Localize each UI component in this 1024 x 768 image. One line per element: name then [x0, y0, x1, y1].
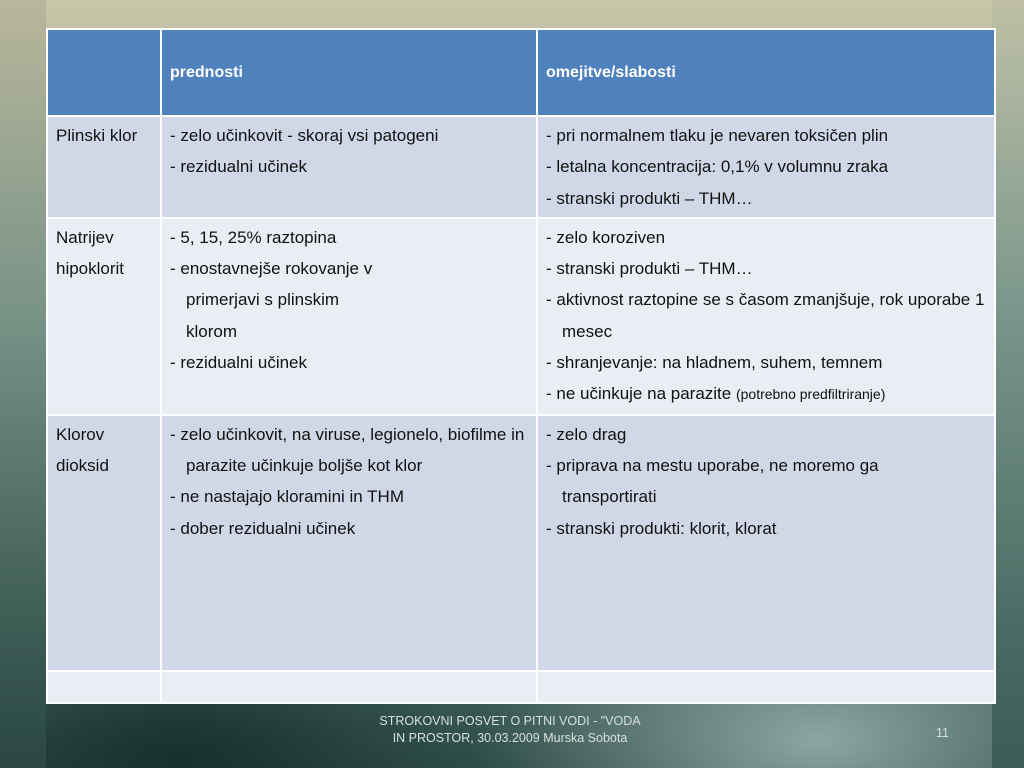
- header-omejitve: omejitve/slabosti: [537, 29, 995, 116]
- header-prednosti: prednosti: [161, 29, 537, 116]
- list-item: - priprava na mestu uporabe, ne moremo ga transportirati: [546, 455, 879, 507]
- pros-cell: [161, 415, 537, 671]
- list-item: - zelo drag: [546, 424, 627, 444]
- list-item: - zelo učinkovit, na viruse, legionelo, biofilme in parazite učinkuje boljše kot klor: [170, 424, 525, 475]
- empty-cell: [47, 671, 161, 703]
- list-item: - ne nastajajo kloramini in THM: [170, 487, 404, 507]
- table-row: [47, 415, 995, 671]
- empty-cell: [161, 671, 537, 703]
- background-right: [992, 0, 1024, 768]
- table-row: [47, 218, 995, 415]
- pros-cell: [161, 116, 537, 218]
- list-item: [546, 378, 986, 410]
- background-left: [0, 0, 46, 768]
- row-name: Natrijev hipoklorit: [47, 218, 161, 415]
- pros-cell: [161, 218, 537, 415]
- table-header-row: [47, 29, 995, 116]
- cons-cell: [537, 116, 995, 218]
- list-item: - rezidualni učinek: [170, 157, 308, 177]
- list-item: - stranski produkti: klorit, klorat: [546, 518, 777, 538]
- row-name: Klorov dioksid: [47, 415, 161, 671]
- table-row-empty: [47, 671, 995, 703]
- list-item-text: - ne učinkuje na parazite: [546, 384, 736, 404]
- footer-line-1: STROKOVNI POSVET O PITNI VODI - "VODA: [379, 714, 641, 728]
- list-item-note: (potrebno predfiltriranje): [735, 386, 886, 403]
- list-item: - aktivnost raztopine se s časom zmanjšuje, rok uporabe 1 mesec: [546, 290, 985, 341]
- list-item: - pri normalnem tlaku je nevaren toksičen plin: [546, 126, 889, 145]
- comparison-table: [46, 28, 996, 704]
- empty-cell: [537, 671, 995, 703]
- list-item: - zelo koroziven: [546, 227, 666, 247]
- list-item: - letalna koncentracija: 0,1% v volumnu zraka: [546, 157, 889, 177]
- list-item: - rezidualni učinek: [170, 353, 308, 373]
- slide-footer: [330, 713, 690, 747]
- list-item: - zelo učinkovit - skoraj vsi patogeni: [170, 126, 439, 145]
- header-empty: [47, 29, 161, 116]
- row-name: Plinski klor: [47, 116, 161, 218]
- cons-cell: [537, 218, 995, 415]
- footer-line-2: IN PROSTOR, 30.03.2009 Murska Sobota: [392, 731, 628, 745]
- list-item: - 5, 15, 25% raztopina: [170, 227, 337, 247]
- list-item: - stranski produkti – THM…: [546, 259, 753, 279]
- table-row: [47, 116, 995, 218]
- list-item: - enostavnejše rokovanje v primerjavi s plinskim klorom: [170, 259, 373, 341]
- page-number: 11: [936, 726, 949, 740]
- list-item: - dober rezidualni učinek: [170, 518, 356, 538]
- list-item: - stranski produkti – THM…: [546, 188, 753, 208]
- cons-cell: [537, 415, 995, 671]
- list-item: - shranjevanje: na hladnem, suhem, temnem: [546, 353, 883, 373]
